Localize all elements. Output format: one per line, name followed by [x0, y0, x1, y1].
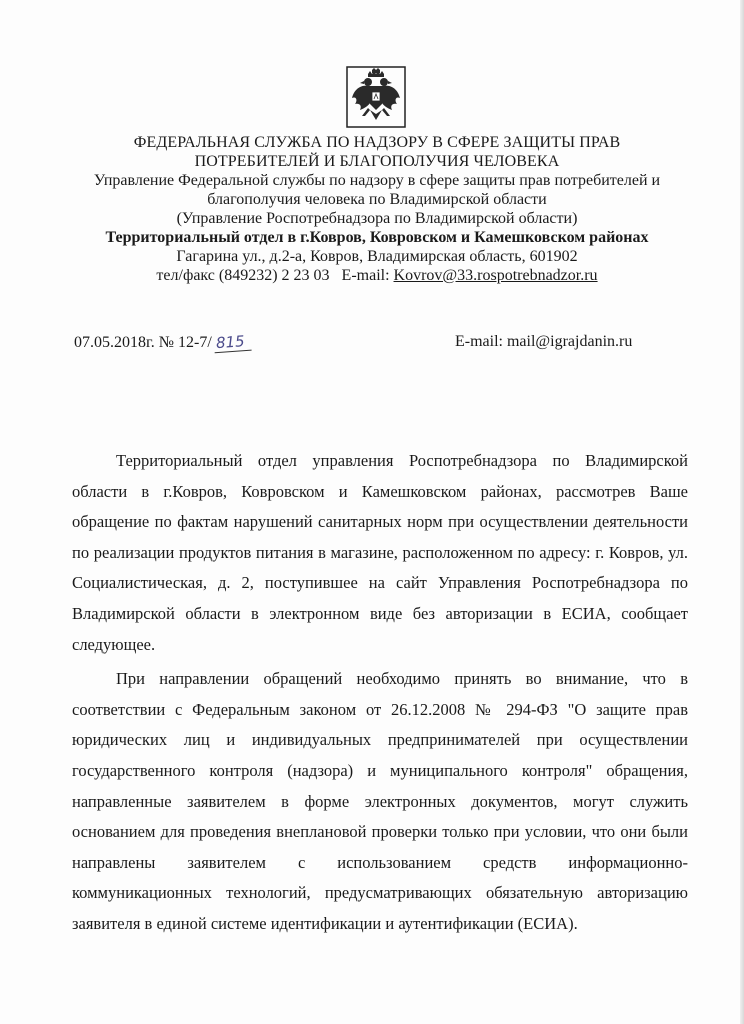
- administration-line-2: благополучия человека по Владимирской области: [207, 191, 547, 208]
- recipient-email: E-mail: mail@igrajdanin.ru: [455, 333, 633, 350]
- outgoing-number: [74, 333, 250, 352]
- agency-name-line-1: ФЕДЕРАЛЬНАЯ СЛУЖБА ПО НАДЗОРУ В СФЕРЕ ЗАЩИТЫ ПРАВ: [133, 134, 621, 151]
- date-and-number: 07.05.2018г. № 12-7/: [74, 334, 212, 351]
- address: Гагарина ул., д.2-а, Ковров, Владимирская область, 601902: [176, 248, 578, 265]
- department-name: Территориальный отдел в г.Ковров, Ковровском и Камешковском районах: [105, 229, 649, 246]
- paragraph: Территориальный отдел управления Роспотребнадзора по Владимирской области в г.Ковров, Ковровском и Камешковском районах, рассмотрев Ваше обращение по фактам нарушений санитарных норм при осуществлении деятельности по реализации продуктов питания в магазине, расположенном по адресу: г. Ковров, ул. Социалистическая, д. 2, поступившее на сайт Управления Роспотребнадзора по Владимирской области в электронном виде без авторизации в ЕСИА, сообщает следующее.: [72, 451, 688, 654]
- handwritten-number: 815: [213, 332, 251, 354]
- email-label: E-mail:: [341, 267, 390, 284]
- page-edge: [740, 0, 744, 1024]
- office-email-link[interactable]: Kovrov@33.rospotrebnadzor.ru: [393, 267, 598, 284]
- coat-of-arms-icon: [346, 66, 406, 128]
- administration-line-1: Управление Федеральной службы по надзору в сфере защиты прав потребителей и: [93, 172, 661, 189]
- contact-line: [60, 266, 694, 285]
- paragraph: При направлении обращений необходимо принять во внимание, что в соответствии с Федеральным законом от 26.12.2008 № 294-ФЗ "О защите прав юридических лиц и индивидуальных предпринимателей при осуществлении государственного контроля (надзора) и муниципального контроля" обращения, направленные заявителем в форме электронных документов, могут служить основанием для проведения внеплановой проверки только при условии, что они были направлены заявителем с использованием средств информационно-коммуникационных технологий, предусматривающих обязательную авторизацию заявителя в единой системе идентификации и аутентификации (ЕСИА).: [72, 669, 688, 933]
- letter-body: [72, 446, 688, 940]
- administration-line-3: (Управление Роспотребнадзора по Владимирской области): [176, 210, 578, 227]
- letterhead: [60, 133, 694, 285]
- agency-name-line-2: ПОТРЕБИТЕЛЕЙ И БЛАГОПОЛУЧИЯ ЧЕЛОВЕКА: [194, 153, 560, 170]
- phone-fax: тел/факс (849232) 2 23 03: [156, 267, 330, 284]
